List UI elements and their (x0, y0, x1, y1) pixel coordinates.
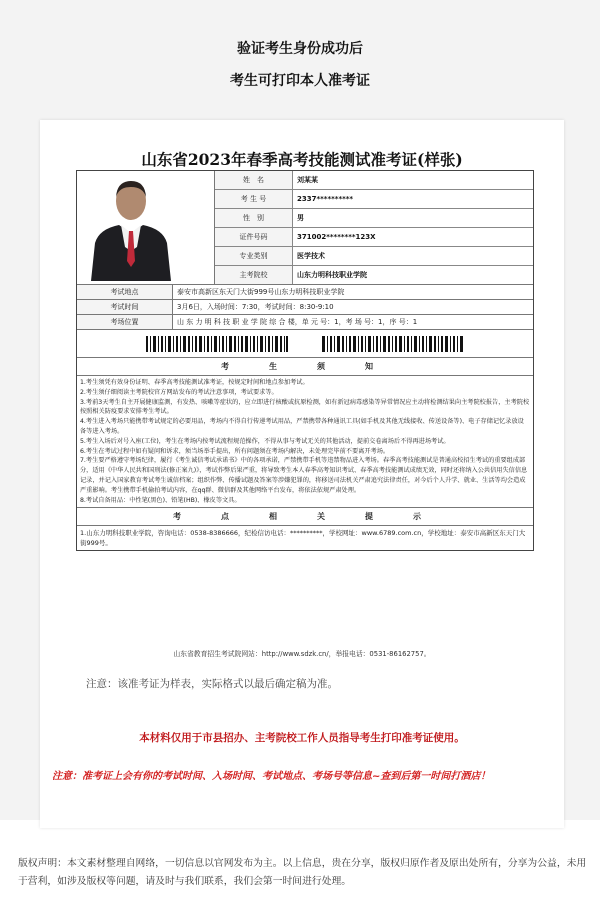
detail-row (77, 315, 533, 330)
info-value: 2337********** (297, 195, 354, 203)
detail-label: 考试时间 (77, 300, 173, 314)
headline-verified: 验证考生身份成功后 (237, 41, 363, 57)
notice-item: 5.考生入场后对号入座(工位)，考生在考场内按考试流程规范操作，不得从事与考试无关的其他活动，提前交卷离场后不得再进场考试。 (80, 437, 450, 445)
attention-note: 注意：准考证上会有你的考试时间、入场时间、考试地点、考场号等信息~查到后第一时间打酒店！ (52, 771, 491, 782)
info-value: 山东力明科技职业学院 (297, 271, 367, 279)
barcode-row (77, 330, 533, 358)
notice-item: 4.考生进入考场只能携带考试规定的必要用品，考场内不得自行传递考试用品，严禁携带各种通讯工具(如手机及其他无线接收、传送设备等)、电子存储记忆录放设备等进入考场。 (80, 418, 524, 435)
identity-block (77, 171, 533, 285)
barcode-right (322, 336, 464, 352)
tips-item: 1.山东力明科技职业学院，咨询电话：0538-8386666，纪检信访电话：**********，学校网址：www.6789.com.cn，学校地址：泰安市高新区东天门大街999号。 (80, 529, 526, 548)
notice-item: 2.考生须仔细阅读主考院校官方网站发布的考试注意事项，考试要求等。 (80, 388, 278, 396)
notice-item: 3.考前3天考生自主开展健康监测，有发热、咳嗽等症状的，应立即进行核酸或抗原检测，如有新冠病毒感染等异常情况应主动将检测结果向主考院校报告，主考院校按照相关防疫要求安排考生考试。 (80, 398, 530, 416)
info-label: 证件号码 (215, 228, 293, 246)
info-label: 专业类别 (215, 247, 293, 265)
info-value: 医学技术 (297, 252, 325, 260)
notice-list (77, 376, 533, 508)
info-value: 男 (297, 214, 304, 222)
ticket-table (76, 170, 534, 551)
candidate-photo (77, 171, 215, 284)
info-row (215, 171, 533, 190)
info-table (215, 171, 533, 284)
info-row (215, 209, 533, 228)
info-label: 考 生 号 (215, 190, 293, 208)
info-value: 371002********123X (297, 233, 376, 241)
person-silhouette-icon (85, 175, 205, 281)
ticket-footer: 山东省教育招生考试院网站：http://www.sdzk.cn/，举报电话：0531-86162757。 (173, 650, 431, 658)
ticket-title: 山东省2023年春季高考技能测试准考证(样张) (141, 150, 463, 169)
info-row (215, 228, 533, 247)
detail-label: 考场位置 (77, 315, 173, 329)
detail-value: 3月6日，入场时间：7:30，考试时间：8:30-9:10 (177, 303, 334, 311)
notice-heading: 考 生 须 知 (77, 358, 533, 376)
info-label: 姓 名 (215, 171, 293, 189)
info-label: 性 别 (215, 209, 293, 227)
detail-row (77, 300, 533, 315)
detail-label: 考试地点 (77, 285, 173, 299)
notice-item: 6.考生在考试过程中如有疑问和诉求，须当场举手提出，所有问题须在考场内解决，未处理完毕前不要离开考场。 (80, 447, 390, 455)
notice-item: 8.考试自备用品：中性笔(黑色)、铅笔(HB)、橡皮等文具。 (80, 496, 241, 504)
tips-heading: 考 点 相 关 提 示 (77, 508, 533, 526)
barcode-left (146, 336, 288, 352)
copyright-statement: 版权声明：本文素材整理自网络，一切信息以官网发布为主。以上信息，贵在分享，版权归原作者及原出处所有，分享为公益，未用于营利，如涉及版权等问题，请及时与我们联系，我们会第一时间进行处理。 (18, 858, 587, 887)
notice-item: 1.考生须凭有效身份证明、春季高考技能测试准考证，按规定时间和地点参加考试。 (80, 379, 309, 386)
sample-note: 注意：该准考证为样表，实际格式以最后确定稿为准。 (86, 678, 338, 690)
detail-value: 泰安市高新区东天门大街999号山东力明科技职业学院 (177, 288, 345, 296)
notice-item: 7.考生要严格遵守考场纪律，履行《考生诚信考试承诺书》中的各项承诺，严禁携带手机等违禁物品进入考场。春季高考技能测试是普通高校招生考试的重要组成部分，适用《中华人民共和国刑法(修正案九)》，考试作弊后果严重，将导致考生本人春季高考知识考试、春季高考技能测试成绩无效，同时还将纳入公共信用失信信息记录，并记入国家教育考试考生诚信档案；组织作弊、传播试题及答案等涉嫌犯罪的，将移送司法机关严肃追究法律责任，对今后个人升学、就业、生活等均会造成严重影响。考生携带手机偷拍考试内容，在qq群、微信群及其他网络平台发布，将依法依规严肃处理。 (80, 457, 528, 494)
tips-list (77, 526, 533, 550)
info-row (215, 247, 533, 266)
detail-value: 山 东 力 明 科 技 职 业 学 院 综 合 楼，单 元 号：1，考 场 号：1，序 号：1 (177, 318, 418, 326)
usage-note: 本材料仅用于市县招办、主考院校工作人员指导考生打印准考证使用。 (139, 732, 465, 744)
info-value: 刘某某 (297, 176, 318, 184)
detail-row (77, 285, 533, 300)
info-label: 主考院校 (215, 266, 293, 284)
info-row (215, 266, 533, 284)
headline-print: 考生可打印本人准考证 (230, 73, 370, 89)
admission-ticket-image (40, 120, 564, 828)
info-row (215, 190, 533, 209)
